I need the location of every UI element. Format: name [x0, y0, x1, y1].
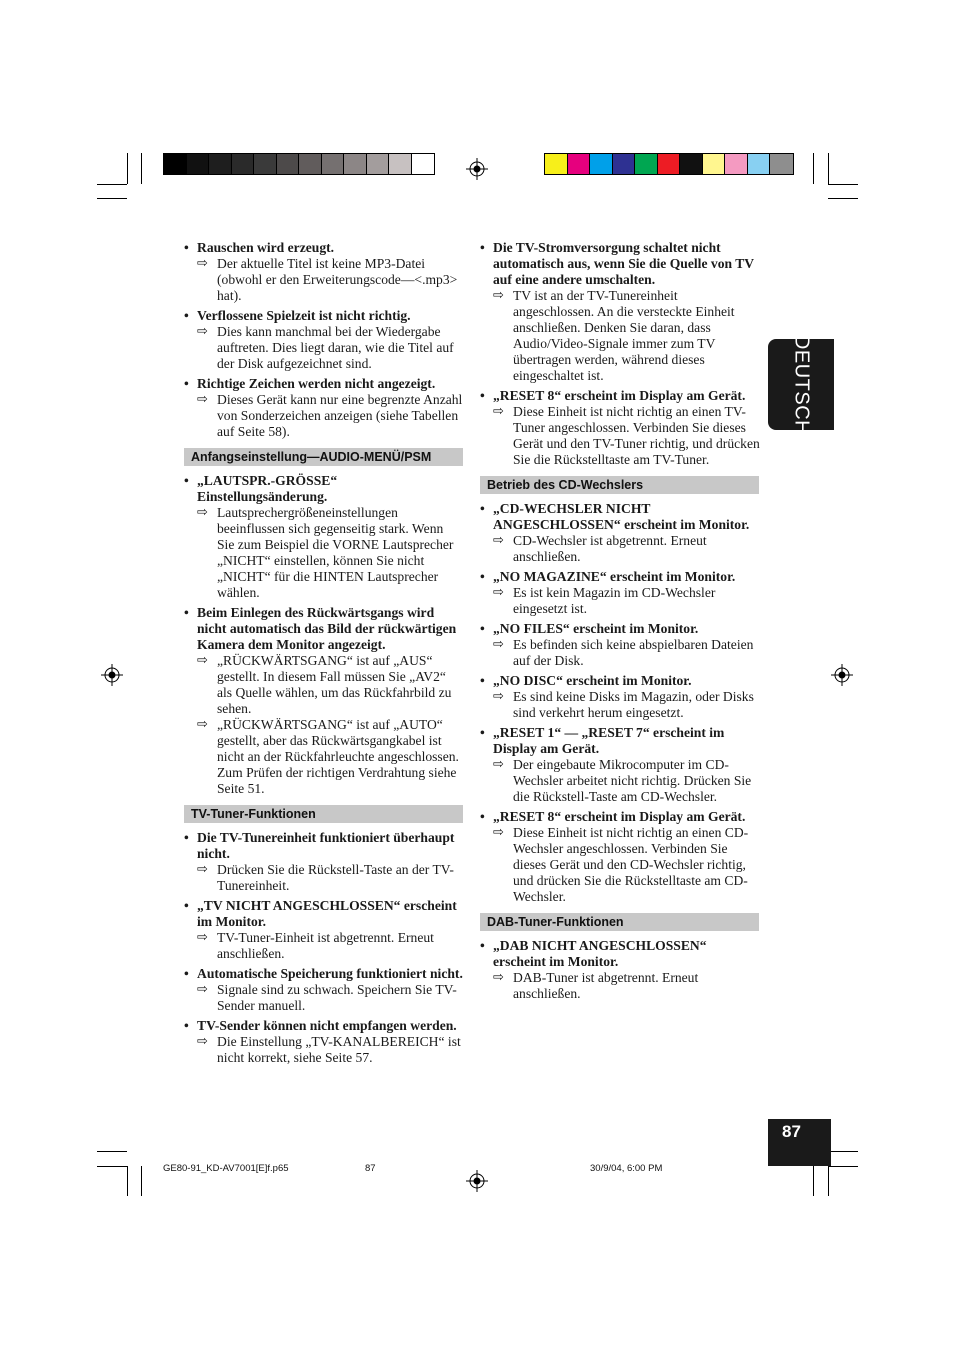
registration-mark-icon	[466, 1170, 488, 1192]
section-heading-cd-changer: Betrieb des CD-Wechslers	[480, 476, 759, 494]
bullet-icon: •	[184, 473, 189, 488]
color-swatch	[412, 154, 435, 174]
color-swatch	[680, 154, 703, 174]
arrow-right-icon: ⇨	[197, 862, 208, 877]
footer-date: 30/9/04, 6:00 PM	[590, 1163, 663, 1174]
remedy	[197, 392, 464, 440]
remedy-text: TV ist an der TV-Tunereinheit angeschlossen. An die versteckte Einheit anschließen. Denken Sie daran, dass Audio/Video-Signale immer zum TV übertragen werden, während dieses eingeschaltet ist.	[513, 288, 735, 383]
troubleshooting-item	[184, 605, 464, 797]
remedy	[493, 585, 760, 617]
symptom-text: „RESET 1“ — „RESET 7“ erscheint im Display am Gerät.	[493, 725, 725, 756]
footer-filename: GE80-91_KD-AV7001[E]f.p65	[163, 1163, 289, 1174]
troubleshooting-list	[184, 473, 464, 797]
color-swatch	[164, 154, 187, 174]
troubleshooting-item	[184, 966, 464, 1014]
arrow-right-icon: ⇨	[197, 717, 208, 732]
color-swatch	[590, 154, 613, 174]
bullet-icon: •	[184, 240, 189, 255]
color-swatch	[367, 154, 390, 174]
symptom-text: „RESET 8“ erscheint im Display am Gerät.	[493, 809, 746, 824]
troubleshooting-item	[480, 621, 760, 669]
bullet-icon: •	[480, 725, 485, 740]
bullet-icon: •	[480, 240, 485, 255]
remedy	[493, 757, 760, 805]
symptom-text: „TV NICHT ANGESCHLOSSEN“ erscheint im Monitor.	[197, 898, 457, 929]
bullet-icon: •	[184, 605, 189, 620]
section-heading-dab: DAB-Tuner-Funktionen	[480, 913, 759, 931]
color-swatch	[187, 154, 210, 174]
troubleshooting-item	[480, 938, 760, 1002]
remedy	[493, 637, 760, 669]
bullet-icon: •	[184, 308, 189, 323]
remedy-text: DAB-Tuner ist abgetrennt. Erneut anschließen.	[513, 970, 699, 1001]
remedy	[197, 717, 464, 797]
troubleshooting-item	[184, 473, 464, 601]
bullet-icon: •	[480, 938, 485, 953]
troubleshooting-item	[184, 1018, 464, 1066]
remedy-text: Diese Einheit ist nicht richtig an einen TV-Tuner angeschlossen. Verbinden Sie dieses Gerät und den TV-Tuner richtig, und drücken Sie die Rückstelltaste am TV-Tuner.	[513, 404, 760, 467]
bullet-icon: •	[184, 1018, 189, 1033]
symptom-text: Die TV-Stromversorgung schaltet nicht automatisch aus, wenn Sie die Quelle von TV auf eine andere umschalten.	[493, 240, 754, 287]
bullet-icon: •	[480, 673, 485, 688]
remedy-text: „RÜCKWÄRTSGANG“ ist auf „AUTO“ gestellt, aber das Rückwärtsgangkabel ist nicht an der Rückfahrleuchte angeschlossen. Zum Prüfen der richtigen Verdrahtung siehe Seite 51.	[217, 717, 459, 796]
color-swatch	[254, 154, 277, 174]
arrow-right-icon: ⇨	[197, 982, 208, 997]
registration-mark-icon	[101, 664, 123, 686]
remedy-text: Die Einstellung „TV-KANALBEREICH“ ist nicht korrekt, siehe Seite 57.	[217, 1034, 461, 1065]
color-swatch	[545, 154, 568, 174]
remedy	[197, 653, 464, 717]
troubleshooting-list	[184, 830, 464, 1066]
color-swatch	[703, 154, 726, 174]
arrow-right-icon: ⇨	[197, 324, 208, 339]
bullet-icon: •	[480, 621, 485, 636]
symptom-text: „NO FILES“ erscheint im Monitor.	[493, 621, 699, 636]
symptom-text: „DAB NICHT ANGESCHLOSSEN“ erscheint im Monitor.	[493, 938, 707, 969]
color-swatch	[613, 154, 636, 174]
symptom-text: Richtige Zeichen werden nicht angezeigt.	[197, 376, 436, 391]
arrow-right-icon: ⇨	[493, 404, 504, 419]
remedy-text: Diese Einheit ist nicht richtig an einen CD-Wechsler angeschlossen. Verbinden Sie dieses Gerät und den CD-Wechsler richtig, und drücken Sie die Rückstelltaste am CD-Wechsler.	[513, 825, 749, 904]
arrow-right-icon: ⇨	[197, 256, 208, 271]
symptom-text: „LAUTSPR.-GRÖSSE“ Einstellungsänderung.	[197, 473, 338, 504]
arrow-right-icon: ⇨	[493, 288, 504, 303]
symptom-text: „NO MAGAZINE“ erscheint im Monitor.	[493, 569, 736, 584]
color-swatch	[748, 154, 771, 174]
registration-mark-icon	[466, 158, 488, 180]
color-swatch	[299, 154, 322, 174]
footer-page: 87	[365, 1163, 376, 1174]
remedy-text: Drücken Sie die Rückstell-Taste an der TV-Tunereinheit.	[217, 862, 454, 893]
remedy-text: Es sind keine Disks im Magazin, oder Disks sind verkehrt herum eingesetzt.	[513, 689, 754, 720]
arrow-right-icon: ⇨	[493, 533, 504, 548]
remedy-text: Der eingebaute Mikrocomputer im CD-Wechsler arbeitet nicht richtig. Drücken Sie die Rückstell-Taste am CD-Wechsler.	[513, 757, 752, 804]
arrow-right-icon: ⇨	[493, 757, 504, 772]
remedy-text: „RÜCKWÄRTSGANG“ ist auf „AUS“ gestellt. In diesem Fall müssen Sie „AV2“ als Quelle wählen, um das Rückfahrbild zu sehen.	[217, 653, 452, 716]
troubleshooting-item	[184, 830, 464, 894]
arrow-right-icon: ⇨	[493, 689, 504, 704]
bullet-icon: •	[184, 898, 189, 913]
symptom-text: „CD-WECHSLER NICHT ANGESCHLOSSEN“ erscheint im Monitor.	[493, 501, 750, 532]
color-swatch	[344, 154, 367, 174]
color-swatch	[725, 154, 748, 174]
troubleshooting-item	[184, 308, 464, 372]
page-number-box	[768, 1119, 831, 1166]
symptom-text: „RESET 8“ erscheint im Display am Gerät.	[493, 388, 746, 403]
remedy	[493, 404, 760, 468]
arrow-right-icon: ⇨	[493, 637, 504, 652]
troubleshooting-item	[184, 240, 464, 304]
remedy	[197, 324, 464, 372]
troubleshooting-list	[480, 501, 760, 905]
arrow-right-icon: ⇨	[493, 825, 504, 840]
color-swatch	[389, 154, 412, 174]
remedy-text: TV-Tuner-Einheit ist abgetrennt. Erneut anschließen.	[217, 930, 434, 961]
symptom-text: Verflossene Spielzeit ist nicht richtig.	[197, 308, 411, 323]
remedy-text: Dieses Gerät kann nur eine begrenzte Anzahl von Sonderzeichen anzeigen (siehe Tabellen auf Seite 58).	[217, 392, 463, 439]
bullet-icon: •	[184, 376, 189, 391]
troubleshooting-list	[480, 240, 760, 468]
arrow-right-icon: ⇨	[197, 930, 208, 945]
remedy	[197, 930, 464, 962]
troubleshooting-item	[480, 809, 760, 905]
bullet-icon: •	[480, 809, 485, 824]
remedy-text: Lautsprechergrößeneinstellungen beeinflussen sich gegenseitig stark. Wenn Sie zum Beispiel die VORNE Lautsprecher „NICHT“ einstellen, können Sie nicht „NICHT“ für die HINTEN Lautsprecher wählen.	[217, 505, 454, 600]
troubleshooting-list	[184, 240, 464, 440]
remedy	[493, 689, 760, 721]
troubleshooting-item	[480, 725, 760, 805]
remedy	[493, 288, 760, 384]
bullet-icon: •	[480, 569, 485, 584]
bullet-icon: •	[480, 501, 485, 516]
arrow-right-icon: ⇨	[493, 970, 504, 985]
remedy	[197, 862, 464, 894]
remedy	[493, 970, 760, 1002]
arrow-right-icon: ⇨	[197, 392, 208, 407]
remedy-text: Es ist kein Magazin im CD-Wechsler eingesetzt ist.	[513, 585, 716, 616]
color-swatch	[232, 154, 255, 174]
section-heading-tv: TV-Tuner-Funktionen	[184, 805, 463, 823]
color-swatch	[635, 154, 658, 174]
remedy	[493, 825, 760, 905]
grayscale-calibration-bar	[163, 153, 435, 175]
troubleshooting-list	[480, 938, 760, 1002]
bullet-icon: •	[480, 388, 485, 403]
language-tab-label: DEUTSCH	[790, 334, 813, 435]
registration-mark-icon	[831, 664, 853, 686]
troubleshooting-item	[480, 673, 760, 721]
troubleshooting-item	[480, 240, 760, 384]
troubleshooting-item	[480, 388, 760, 468]
remedy	[197, 982, 464, 1014]
remedy-text: CD-Wechsler ist abgetrennt. Erneut anschließen.	[513, 533, 707, 564]
arrow-right-icon: ⇨	[197, 1034, 208, 1049]
remedy-text: Es befinden sich keine abspielbaren Dateien auf der Disk.	[513, 637, 754, 668]
arrow-right-icon: ⇨	[493, 585, 504, 600]
page-number: 87	[782, 1122, 801, 1141]
arrow-right-icon: ⇨	[197, 505, 208, 520]
remedy	[197, 505, 464, 601]
color-swatch	[568, 154, 591, 174]
section-heading-audio: Anfangseinstellung—AUDIO-MENÜ/PSM	[184, 448, 463, 466]
symptom-text: Die TV-Tunereinheit funktioniert überhaupt nicht.	[197, 830, 455, 861]
troubleshooting-item	[184, 898, 464, 962]
color-calibration-bar	[544, 153, 794, 175]
color-swatch	[322, 154, 345, 174]
color-swatch	[770, 154, 793, 174]
remedy-text: Dies kann manchmal bei der Wiedergabe auftreten. Dies liegt daran, wie die Titel auf der Disk aufgezeichnet sind.	[217, 324, 454, 371]
language-tab	[768, 334, 834, 435]
remedy	[197, 256, 464, 304]
color-swatch	[277, 154, 300, 174]
remedy	[493, 533, 760, 565]
remedy-text: Der aktuelle Titel ist keine MP3-Datei (obwohl er den Erweiterungscode—<.mp3> hat).	[217, 256, 458, 303]
symptom-text: Beim Einlegen des Rückwärtsgangs wird nicht automatisch das Bild der rückwärtigen Kamera dem Monitor angezeigt.	[197, 605, 457, 652]
symptom-text: Rauschen wird erzeugt.	[197, 240, 335, 255]
remedy	[197, 1034, 464, 1066]
left-column	[184, 240, 464, 1070]
symptom-text: „NO DISC“ erscheint im Monitor.	[493, 673, 692, 688]
bullet-icon: •	[184, 830, 189, 845]
remedy-text: Signale sind zu schwach. Speichern Sie TV-Sender manuell.	[217, 982, 457, 1013]
troubleshooting-item	[184, 376, 464, 440]
symptom-text: TV-Sender können nicht empfangen werden.	[197, 1018, 457, 1033]
troubleshooting-item	[480, 569, 760, 617]
right-column	[480, 240, 760, 1006]
bullet-icon: •	[184, 966, 189, 981]
symptom-text: Automatische Speicherung funktioniert nicht.	[197, 966, 463, 981]
color-swatch	[209, 154, 232, 174]
troubleshooting-item	[480, 501, 760, 565]
color-swatch	[658, 154, 681, 174]
arrow-right-icon: ⇨	[197, 653, 208, 668]
